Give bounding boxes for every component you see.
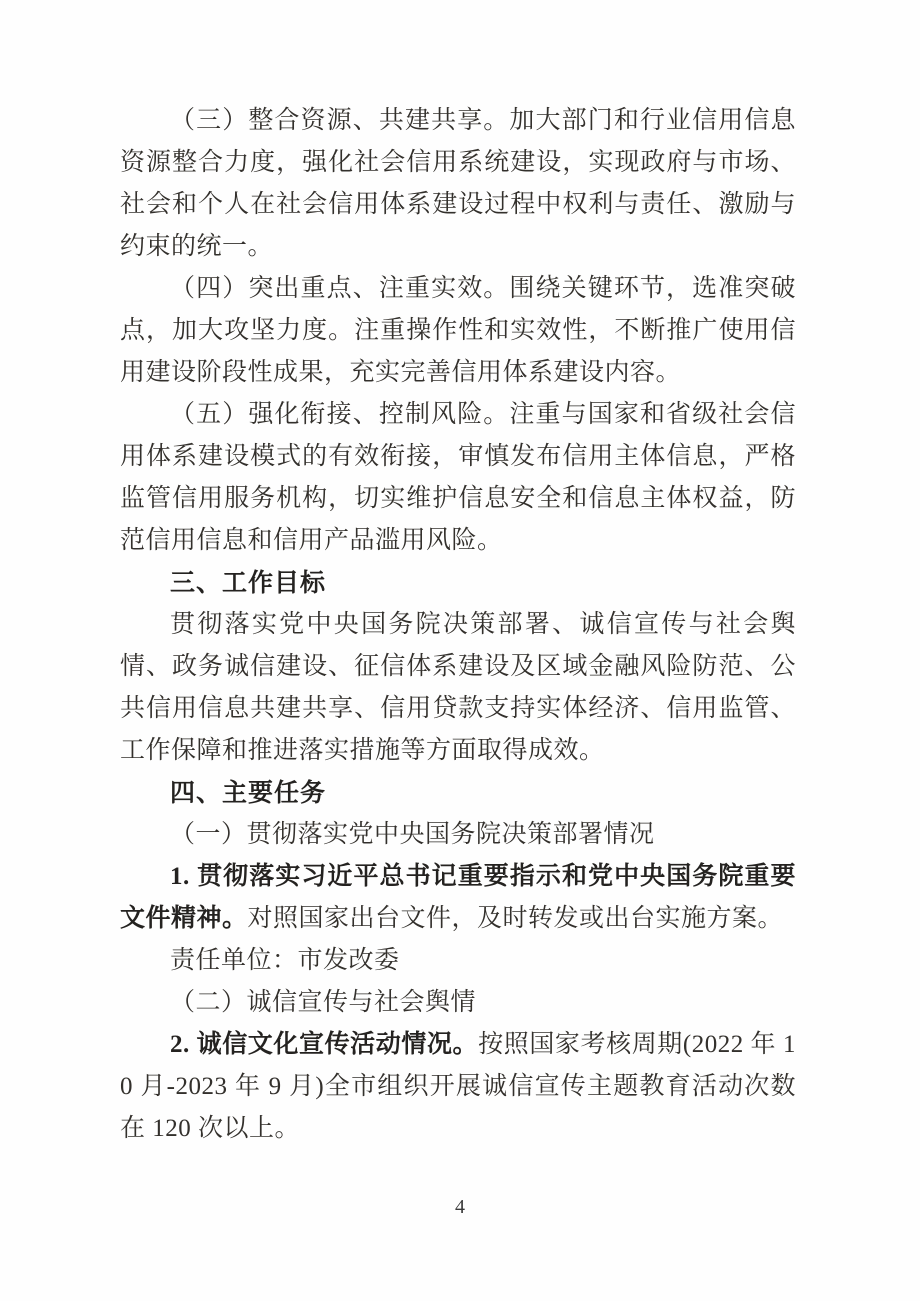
text-run: （四）突出重点、注重实效。围绕关键环节，选准突破点，加大攻坚力度。注重操作性和实效性，不断推广使用信用建设阶段性成果，充实完善信用体系建设内容。 bbox=[120, 275, 796, 386]
text-run: 按照国家考核周期(2022 年 10 月-2023 年 9 月)全市组织开展诚信宣传主题教育活动次数在 120 次以上。 bbox=[120, 1031, 796, 1142]
text-run: （五）强化衔接、控制风险。注重与国家和省级社会信用体系建设模式的有效衔接，审慎发布信用主体信息，严格监管信用服务机构，切实维护信息安全和信息主体权益，防范信用信息和信用产品滥用风险。 bbox=[120, 401, 796, 554]
sub-heading bbox=[120, 940, 796, 982]
bold-text-run: 四、主要任务 bbox=[170, 779, 327, 807]
paragraph bbox=[120, 394, 796, 562]
text-run: 责任单位：市发改委 bbox=[170, 947, 400, 974]
document-body bbox=[120, 100, 796, 1150]
sub-heading bbox=[120, 982, 796, 1024]
section-heading bbox=[120, 772, 796, 814]
text-run: （一）贯彻落实党中央国务院决策部署情况 bbox=[170, 821, 655, 848]
text-run: （二）诚信宣传与社会舆情 bbox=[170, 989, 477, 1016]
text-run: 对照国家出台文件，及时转发或出台实施方案。 bbox=[247, 905, 784, 932]
paragraph bbox=[120, 604, 796, 772]
bold-text-run: 1. 贯彻落实习近平总书记重要指示和党中央国务院重要文件精神。 bbox=[120, 863, 796, 932]
sub-heading bbox=[120, 814, 796, 856]
paragraph bbox=[120, 100, 796, 268]
paragraph bbox=[120, 268, 796, 394]
paragraph bbox=[120, 856, 796, 940]
page-footer bbox=[0, 1196, 920, 1219]
page-number: 4 bbox=[455, 1196, 465, 1218]
text-run: （三）整合资源、共建共享。加大部门和行业信用信息资源整合力度，强化社会信用系统建设，实现政府与市场、社会和个人在社会信用体系建设过程中权利与责任、激励与约束的统一。 bbox=[120, 107, 796, 260]
text-run: 贯彻落实党中央国务院决策部署、诚信宣传与社会舆情、政务诚信建设、征信体系建设及区域金融风险防范、公共信用信息共建共享、信用贷款支持实体经济、信用监管、工作保障和推进落实措施等方面取得成效。 bbox=[120, 611, 796, 764]
bold-text-run: 2. 诚信文化宣传活动情况。 bbox=[170, 1031, 479, 1058]
paragraph bbox=[120, 1024, 796, 1150]
bold-text-run: 三、工作目标 bbox=[170, 569, 327, 597]
section-heading bbox=[120, 562, 796, 604]
